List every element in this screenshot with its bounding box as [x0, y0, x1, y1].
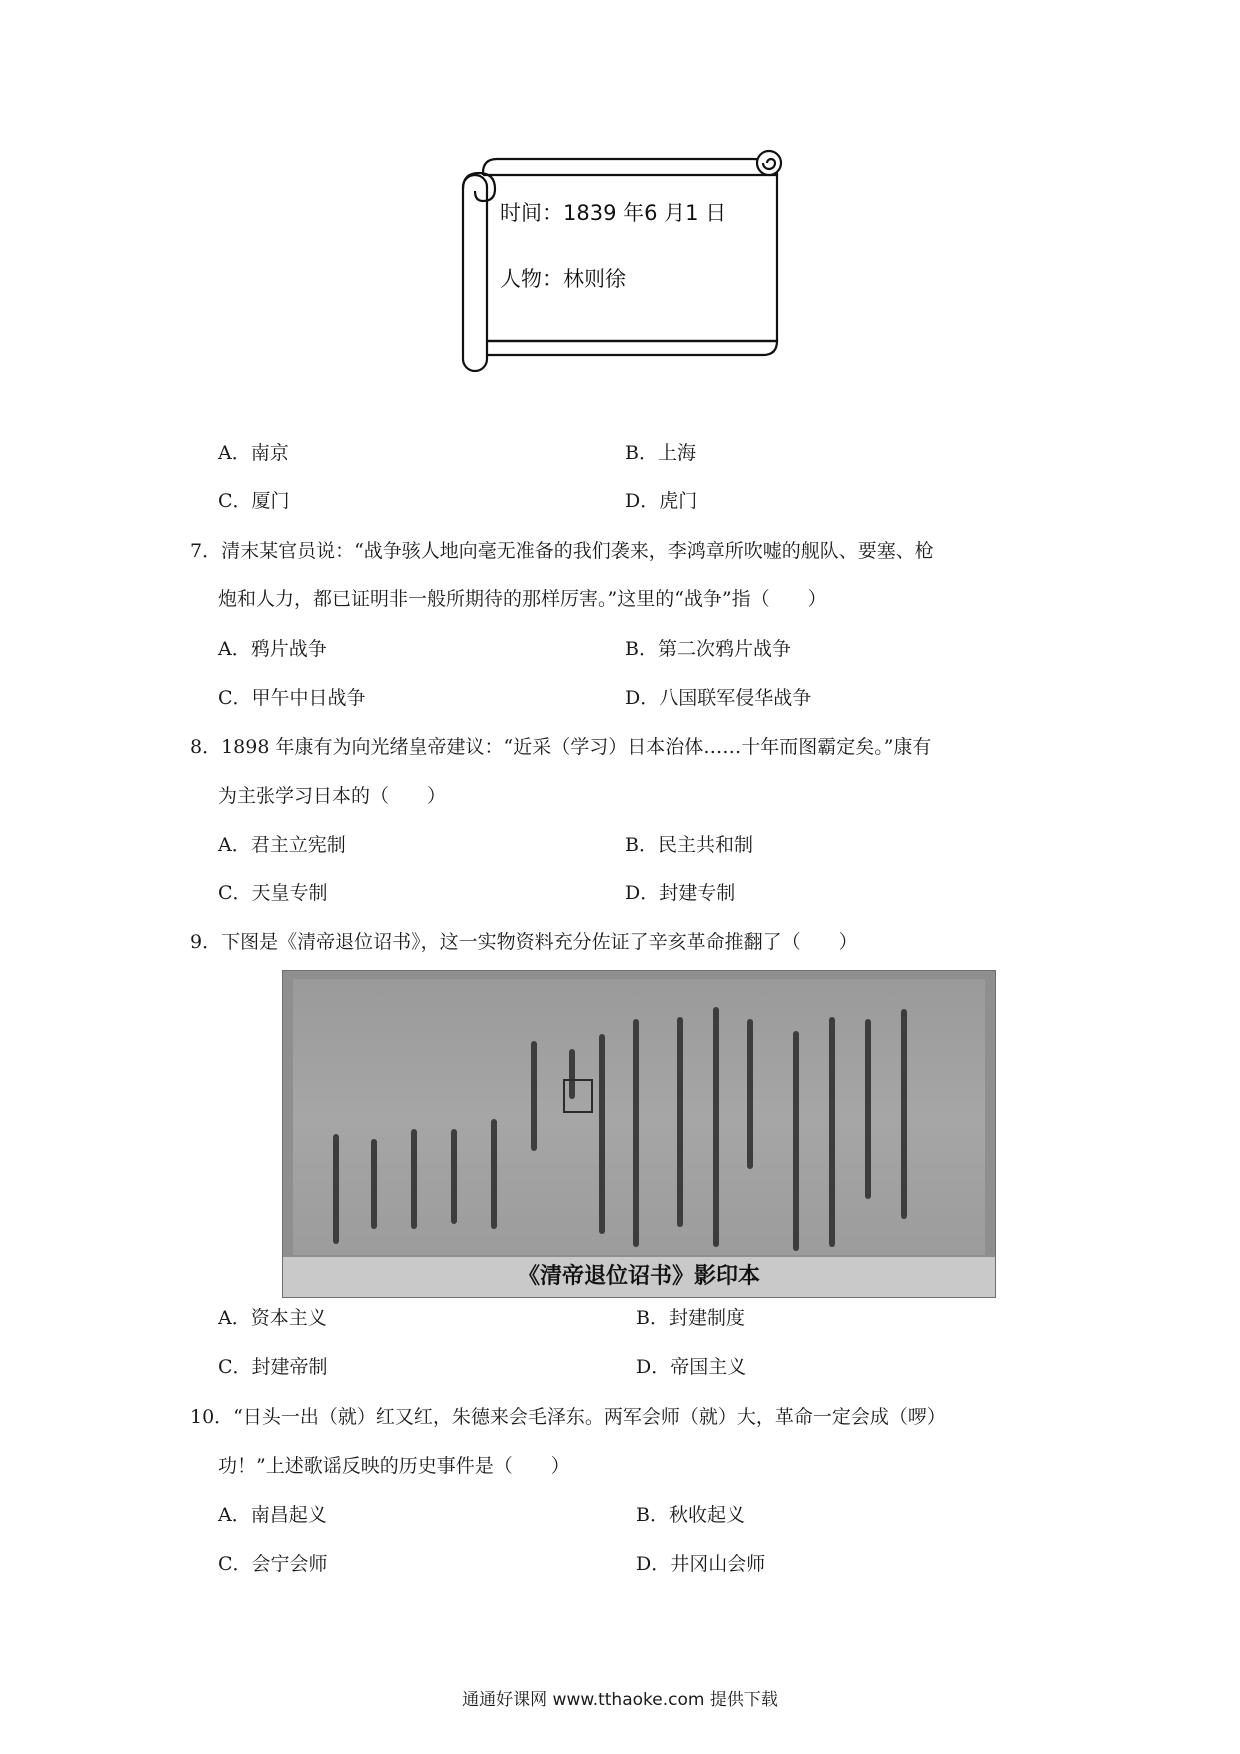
scroll-frame-icon: [455, 145, 795, 377]
q10-stem-line2: 功！”上述歌谣反映的历史事件是（ ）: [218, 1455, 570, 1477]
q8-option-d: D．封建专制: [625, 882, 736, 904]
q10-option-d: D．井冈山会师: [636, 1553, 766, 1575]
q8-option-c: C．天皇专制: [218, 882, 328, 904]
q6-option-d: D．虎门: [625, 490, 698, 512]
scroll-person-text: 人物：林则徐: [500, 267, 626, 291]
q10-option-c: C．会宁会师: [218, 1553, 328, 1575]
q10-stem-line1: 10．“日头一出（就）红又红，朱德来会毛泽东。两军会师（就）大，革命一定会成（啰）: [190, 1406, 946, 1428]
q7-option-d: D．八国联军侵华战争: [625, 687, 812, 709]
q6-option-a: A．南京: [218, 442, 289, 464]
q6-option-c: C．厦门: [218, 490, 290, 512]
scroll-time-text: 时间：1839 年6 月1 日: [500, 201, 727, 225]
q7-option-c: C．甲午中日战争: [218, 687, 366, 709]
edict-document-image: [293, 979, 985, 1255]
q9-option-b: B．封建制度: [636, 1307, 745, 1329]
q10-option-b: B．秋收起义: [636, 1504, 745, 1526]
q8-option-b: B．民主共和制: [625, 834, 753, 856]
q8-stem-line2: 为主张学习日本的（ ）: [218, 785, 447, 807]
q6-option-b: B．上海: [625, 442, 696, 464]
q7-stem-line1: 7．清末某官员说：“战争骇人地向毫无准备的我们袭来，李鸿章所吹嘘的舰队、要塞、枪: [190, 540, 934, 562]
q10-option-a: A．南昌起义: [218, 1504, 327, 1526]
q7-option-b: B．第二次鸦片战争: [625, 638, 791, 660]
scroll-illustration: [455, 145, 795, 377]
q8-stem-line1: 8．1898 年康有为向光绪皇帝建议：“近采（学习）日本治体……十年而图霸定矣。”康有: [190, 736, 932, 758]
q9-stem-line1: 9．下图是《清帝退位诏书》，这一实物资料充分佐证了辛亥革命推翻了（ ）: [190, 931, 858, 953]
q7-option-a: A．鸦片战争: [218, 638, 327, 660]
page-footer: 通通好课网 www.tthaoke.com 提供下载: [462, 1690, 778, 1710]
q7-stem-line2: 炮和人力，都已证明非一般所期待的那样厉害。”这里的“战争”指（ ）: [218, 588, 827, 610]
q9-option-d: D．帝国主义: [636, 1356, 747, 1378]
q9-option-c: C．封建帝制: [218, 1356, 328, 1378]
photo-caption: 《清帝退位诏书》影印本: [283, 1257, 995, 1297]
q8-option-a: A．君主立宪制: [218, 834, 346, 856]
q9-option-a: A．资本主义: [218, 1307, 327, 1329]
abdication-edict-photo: [282, 970, 996, 1298]
